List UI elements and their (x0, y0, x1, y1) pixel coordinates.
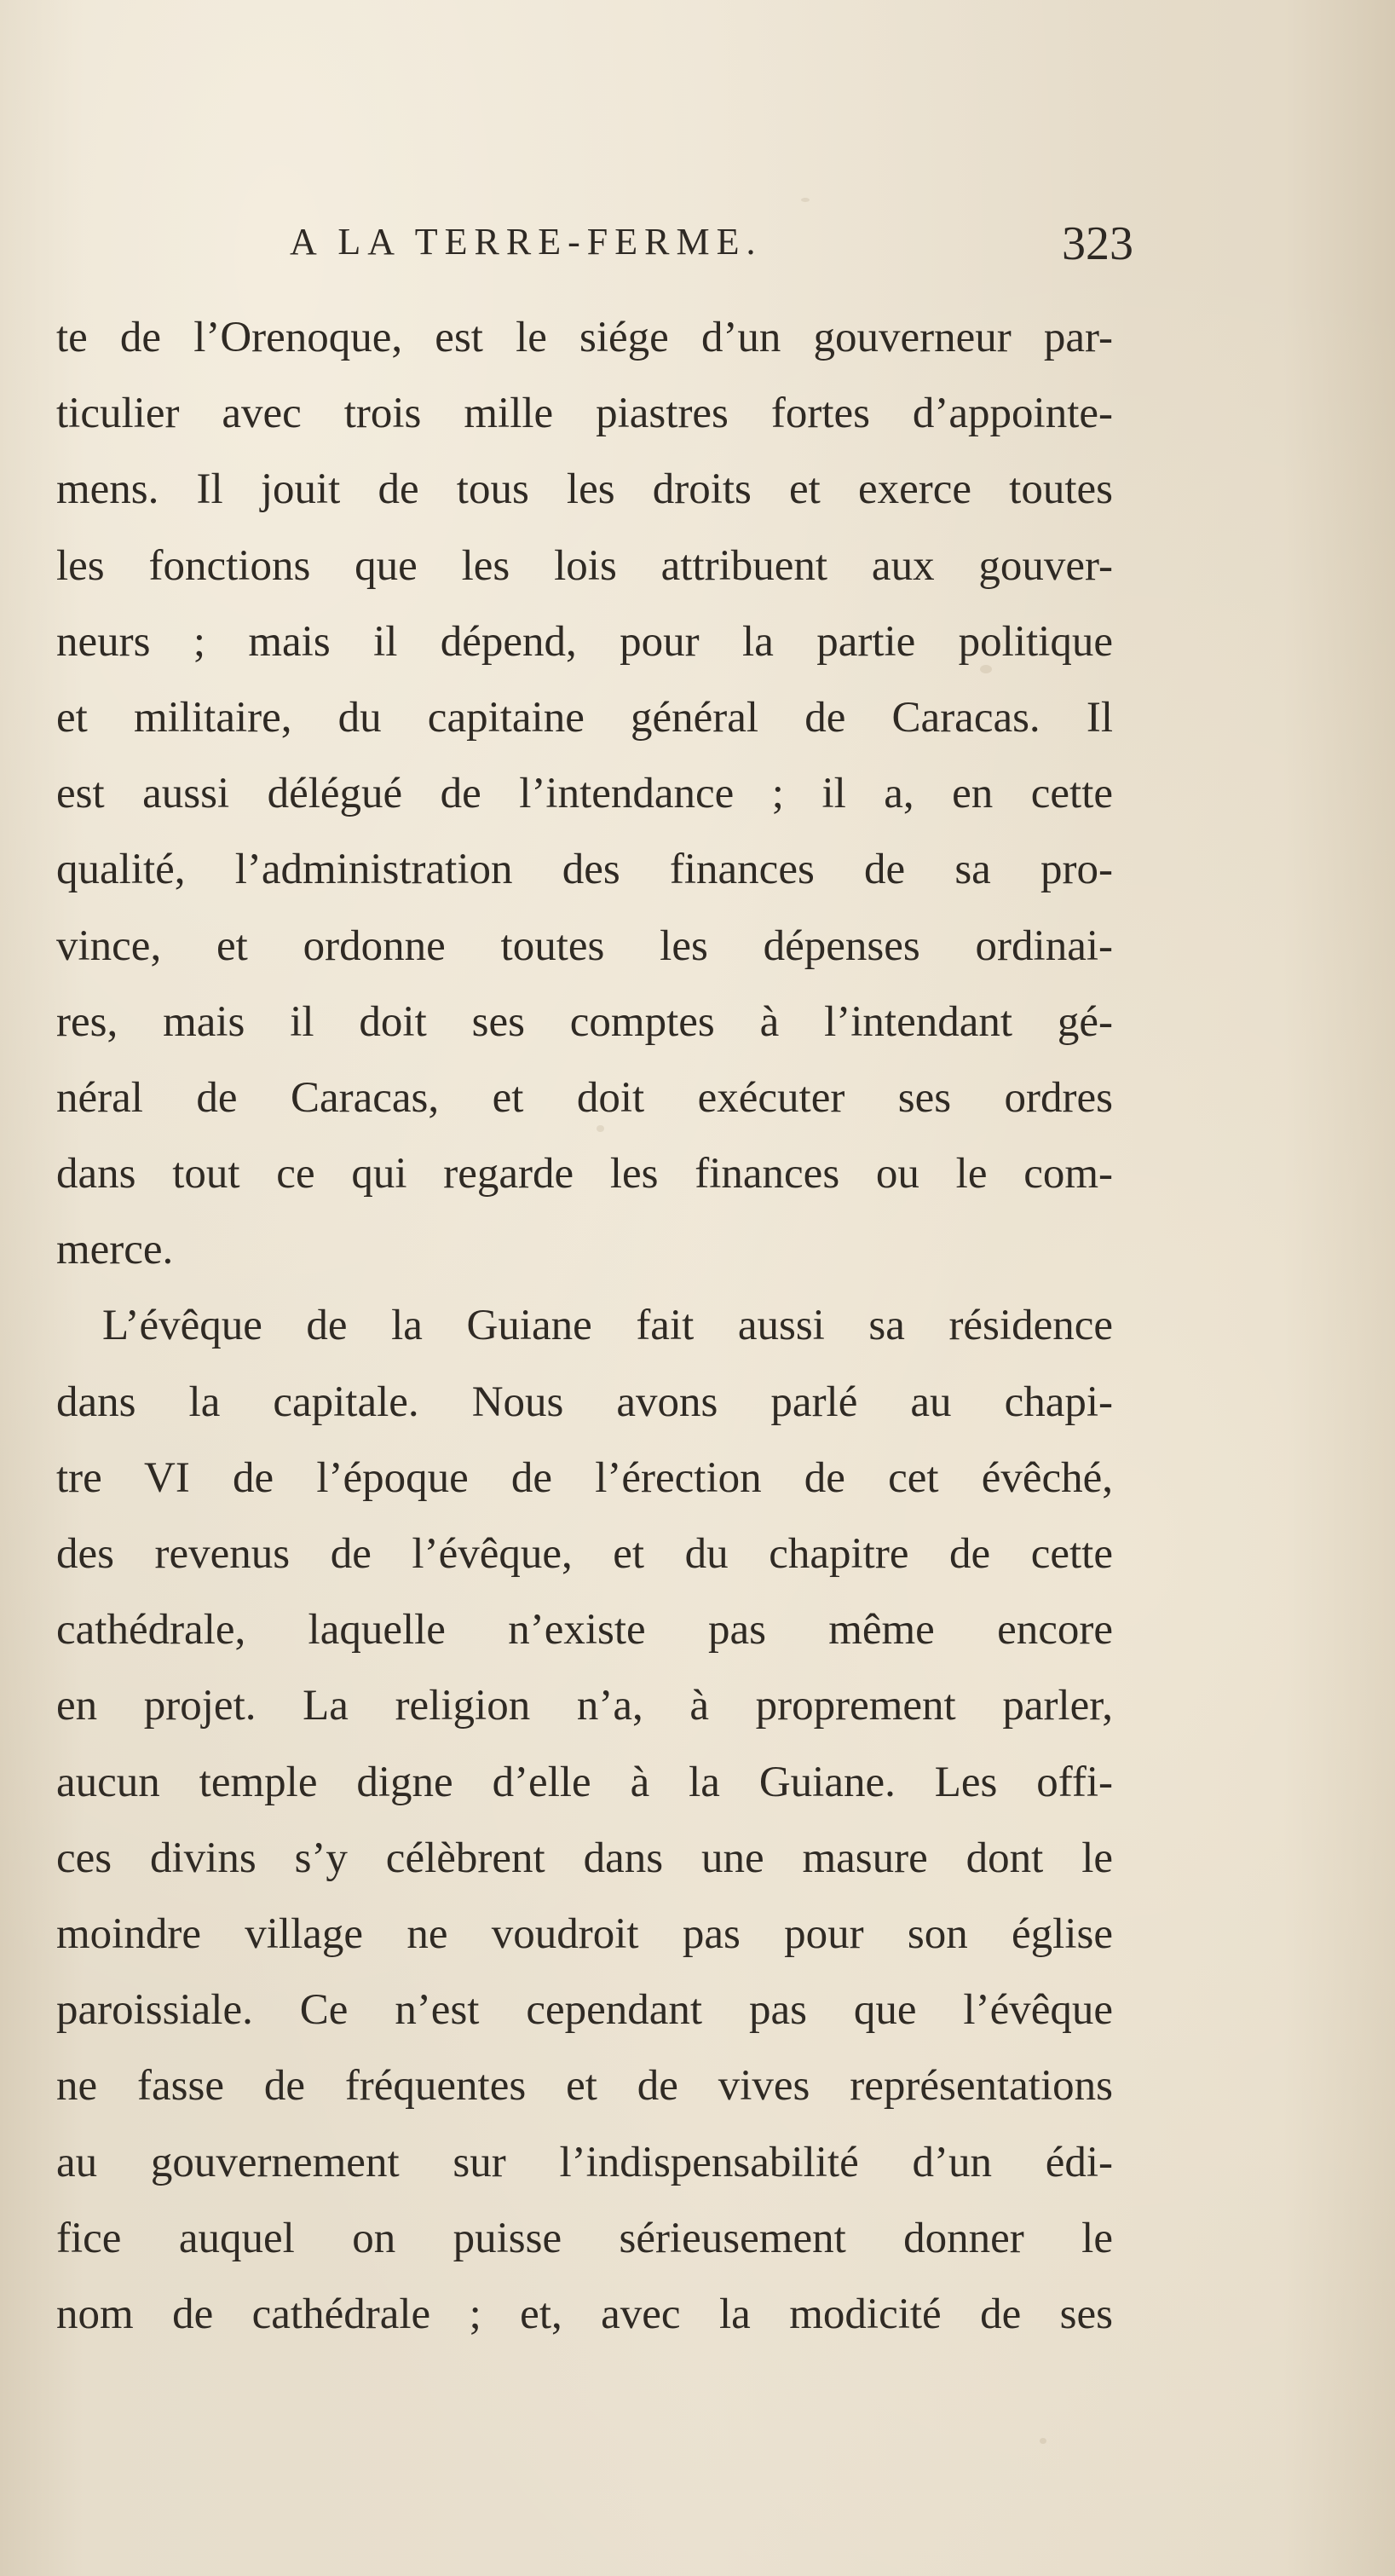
text-line: ne fasse de fréquentes et de vives représentations (56, 2062, 1113, 2111)
text-line: vince, et ordonne toutes les dépenses ordinai- (56, 921, 1113, 970)
text-line: en projet. La religion n’a, à proprement parler, (56, 1682, 1113, 1730)
text-line: des revenus de l’évêque, et du chapitre de cette (56, 1530, 1113, 1578)
text-line: merce. (56, 1226, 174, 1274)
text-line: tre VI de l’époque de l’érection de cet évêché, (56, 1453, 1113, 1502)
text-line: ces divins s’y célèbrent dans une masure dont le (56, 1834, 1113, 1882)
text-line: qualité, l’administration des finances de sa pro- (56, 846, 1113, 894)
text-line: moindre village ne voudroit pas pour son église (56, 1909, 1113, 1958)
text-line: nom de cathédrale ; et, avec la modicité de ses (56, 2290, 1113, 2338)
text-line: les fonctions que les lois attribuent aux gouver- (56, 541, 1113, 590)
paper-stain (801, 198, 810, 202)
running-head (290, 217, 1133, 280)
text-line: dans tout ce qui regarde les finances ou le com- (56, 1150, 1113, 1198)
text-line: neurs ; mais il dépend, pour la partie politique (56, 617, 1113, 666)
paper-stain (1040, 2438, 1046, 2444)
text-line: dans la capitale. Nous avons parlé au chapi- (56, 1378, 1113, 1426)
text-line: te de l’Orenoque, est le siége d’un gouverneur par- (56, 314, 1113, 361)
text-line: cathédrale, laquelle n’existe pas même encore (56, 1606, 1113, 1655)
text-line: mens. Il jouit de tous les droits et exerce toutes (56, 465, 1113, 514)
text-line: néral de Caracas, et doit exécuter ses ordres (56, 1073, 1113, 1122)
text-line: est aussi délégué de l’intendance ; il a, en cette (56, 770, 1113, 818)
text-line: res, mais il doit ses comptes à l’intendant gé- (56, 997, 1113, 1046)
text-line: paroissiale. Ce n’est cependant pas que l’évêque (56, 1986, 1113, 2035)
running-title: A LA TERRE-FERME. (290, 221, 763, 263)
page-number: 323 (1062, 217, 1133, 270)
text-line: ticulier avec trois mille piastres fortes d’appointe- (56, 390, 1113, 438)
text-line: et militaire, du capitaine général de Caracas. Il (56, 693, 1113, 742)
body-text (56, 300, 1113, 2353)
text-line: aucun temple digne d’elle à la Guiane. Les offi- (56, 1758, 1113, 1806)
text-line: au gouvernement sur l’indispensabilité d’un édi- (56, 2138, 1113, 2186)
text-line: fice auquel on puisse sérieusement donner le (56, 2214, 1113, 2262)
paragraph-start-line: L’évêque de la Guiane fait aussi sa résidence (102, 1302, 1113, 1350)
